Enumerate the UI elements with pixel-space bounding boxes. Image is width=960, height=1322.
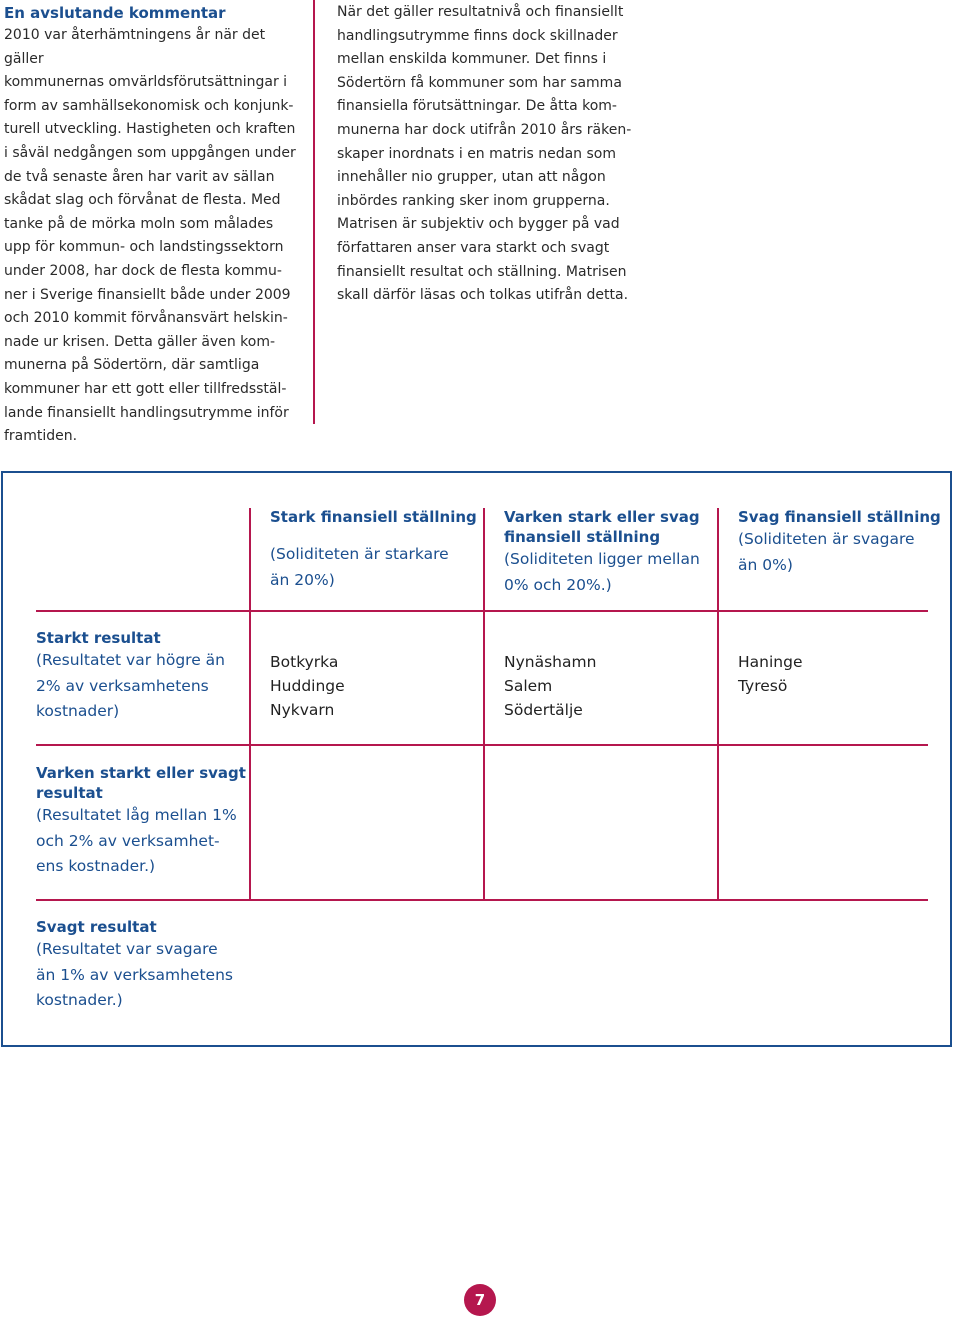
row-header-mid	[36, 763, 246, 880]
municipality: Salem	[504, 677, 553, 695]
text-line: tanke på de mörka moln som målades	[4, 215, 274, 232]
matrix-cell	[738, 650, 948, 698]
column-header-title: Svag finansiell ställning	[738, 508, 941, 526]
column-header-sub: (Soliditeten är starkare	[270, 545, 449, 563]
text-line: skådat slag och förvånat de flesta. Med	[4, 192, 281, 209]
row-header-sub: kostnader.)	[36, 991, 123, 1009]
matrix-cell	[504, 650, 714, 722]
column-header-sub: 0% och 20%.)	[504, 575, 612, 594]
matrix-vrule	[249, 612, 251, 745]
text-line: de två senaste åren har varit av sällan	[4, 168, 275, 185]
matrix-hrule	[36, 610, 928, 612]
text-line: lande finansiellt handlingsutrymme inför	[4, 404, 289, 421]
row-header-sub: (Resultatet var högre än	[36, 651, 225, 669]
text-line: munerna har dock utifrån 2010 års räken-	[337, 121, 632, 138]
row-header-sub: ens kostnader.)	[36, 857, 156, 875]
column-header-title: Varken stark eller svag	[504, 508, 700, 526]
row-header-sub: 2% av verksamhetens	[36, 676, 209, 695]
row-header-title: Svagt resultat	[36, 918, 157, 936]
matrix-vrule	[483, 612, 485, 745]
text-line: upp för kommun- och landstingssektorn	[4, 239, 284, 256]
municipality: Botkyrka	[270, 653, 339, 671]
column-header-weak	[738, 507, 948, 578]
column-header-mid	[504, 507, 716, 598]
matrix-vrule	[717, 746, 719, 900]
text-line: innehåller nio grupper, utan att någon	[337, 169, 606, 186]
row-header-title: Varken starkt eller svagt	[36, 764, 246, 782]
text-line: framtiden.	[4, 428, 78, 445]
column-header-title: finansiell ställning	[504, 528, 661, 546]
column-header-strong	[270, 507, 480, 593]
matrix-vrule	[717, 612, 719, 745]
column-divider	[313, 0, 315, 424]
text-line: ner i Sverige finansiellt både under 2009	[4, 286, 291, 303]
text-line: Södertörn få kommuner som har samma	[337, 74, 622, 91]
column-header-sub: än 20%)	[270, 570, 335, 589]
text-line: mellan enskilda kommuner. Det finns i	[337, 51, 607, 68]
text-line: nade ur krisen. Detta gäller även kom-	[4, 333, 276, 350]
matrix-hrule	[36, 744, 928, 746]
column-header-sub: än 0%)	[738, 555, 793, 574]
row-header-sub: (Resultatet låg mellan 1%	[36, 806, 237, 824]
matrix-hrule	[36, 899, 928, 901]
right-column	[337, 1, 637, 308]
matrix-vrule	[483, 746, 485, 900]
row-header-title: resultat	[36, 784, 103, 802]
text-line: kommunernas omvärldsförutsättningar i	[4, 74, 288, 91]
municipality: Nykvarn	[270, 701, 335, 719]
text-line: handlingsutrymme finns dock skillnader	[337, 27, 618, 44]
text-line: och 2010 kommit förvånansvärt helskin-	[4, 310, 288, 327]
row-header-strong	[36, 628, 246, 725]
text-line: författaren anser vara starkt och svagt	[337, 239, 610, 256]
row-header-weak	[36, 917, 246, 1014]
column-header-sub: (Soliditeten ligger mellan	[504, 550, 700, 568]
row-header-title: Starkt resultat	[36, 629, 161, 647]
text-line: 2010 var återhämtningens år när det gäller	[4, 27, 266, 67]
municipality: Huddinge	[270, 677, 345, 695]
column-header-title: Stark finansiell ställning	[270, 508, 477, 526]
row-header-sub: än 1% av verksamhetens	[36, 965, 233, 984]
text-line: munerna på Södertörn, där samtliga	[4, 357, 260, 374]
row-header-sub: kostnader)	[36, 702, 120, 720]
text-line: finansiellt resultat och ställning. Matrisen	[337, 263, 627, 280]
matrix-cell	[270, 650, 480, 722]
text-line: turell utveckling. Hastigheten och kraften	[4, 121, 296, 138]
matrix-vrule	[249, 746, 251, 900]
row-header-sub: och 2% av verksamhet-	[36, 831, 220, 850]
matrix-vrule	[249, 508, 251, 611]
matrix-vrule	[483, 508, 485, 611]
text-line: inbördes ranking sker inom grupperna.	[337, 192, 610, 209]
text-line: finansiella förutsättningar. De åtta kom-	[337, 98, 617, 115]
column-header-sub: (Soliditeten är svagare	[738, 530, 915, 548]
text-line: i såväl nedgången som uppgången under	[4, 144, 296, 161]
text-line: kommuner har ett gott eller tillfredsstäl-	[4, 380, 287, 397]
row-header-sub: (Resultatet var svagare	[36, 940, 218, 958]
municipality: Södertälje	[504, 701, 583, 719]
text-line: skaper inordnats i en matris nedan som	[337, 145, 616, 162]
text-line: under 2008, har dock de flesta kommu-	[4, 262, 282, 279]
page-number: 7	[464, 1284, 496, 1316]
municipality: Nynäshamn	[504, 653, 597, 671]
left-body	[4, 24, 300, 449]
municipality: Haninge	[738, 653, 803, 671]
section-heading: En avslutande kommentar	[4, 4, 226, 22]
municipality: Tyresö	[738, 677, 788, 695]
left-column	[4, 2, 300, 449]
text-line: form av samhällsekonomisk och konjunk-	[4, 97, 294, 114]
matrix-vrule	[717, 508, 719, 611]
text-line: Matrisen är subjektiv och bygger på vad	[337, 216, 620, 233]
text-line: När det gäller resultatnivå och finansiellt	[337, 4, 624, 20]
text-line: skall därför läsas och tolkas utifrån detta.	[337, 287, 629, 304]
